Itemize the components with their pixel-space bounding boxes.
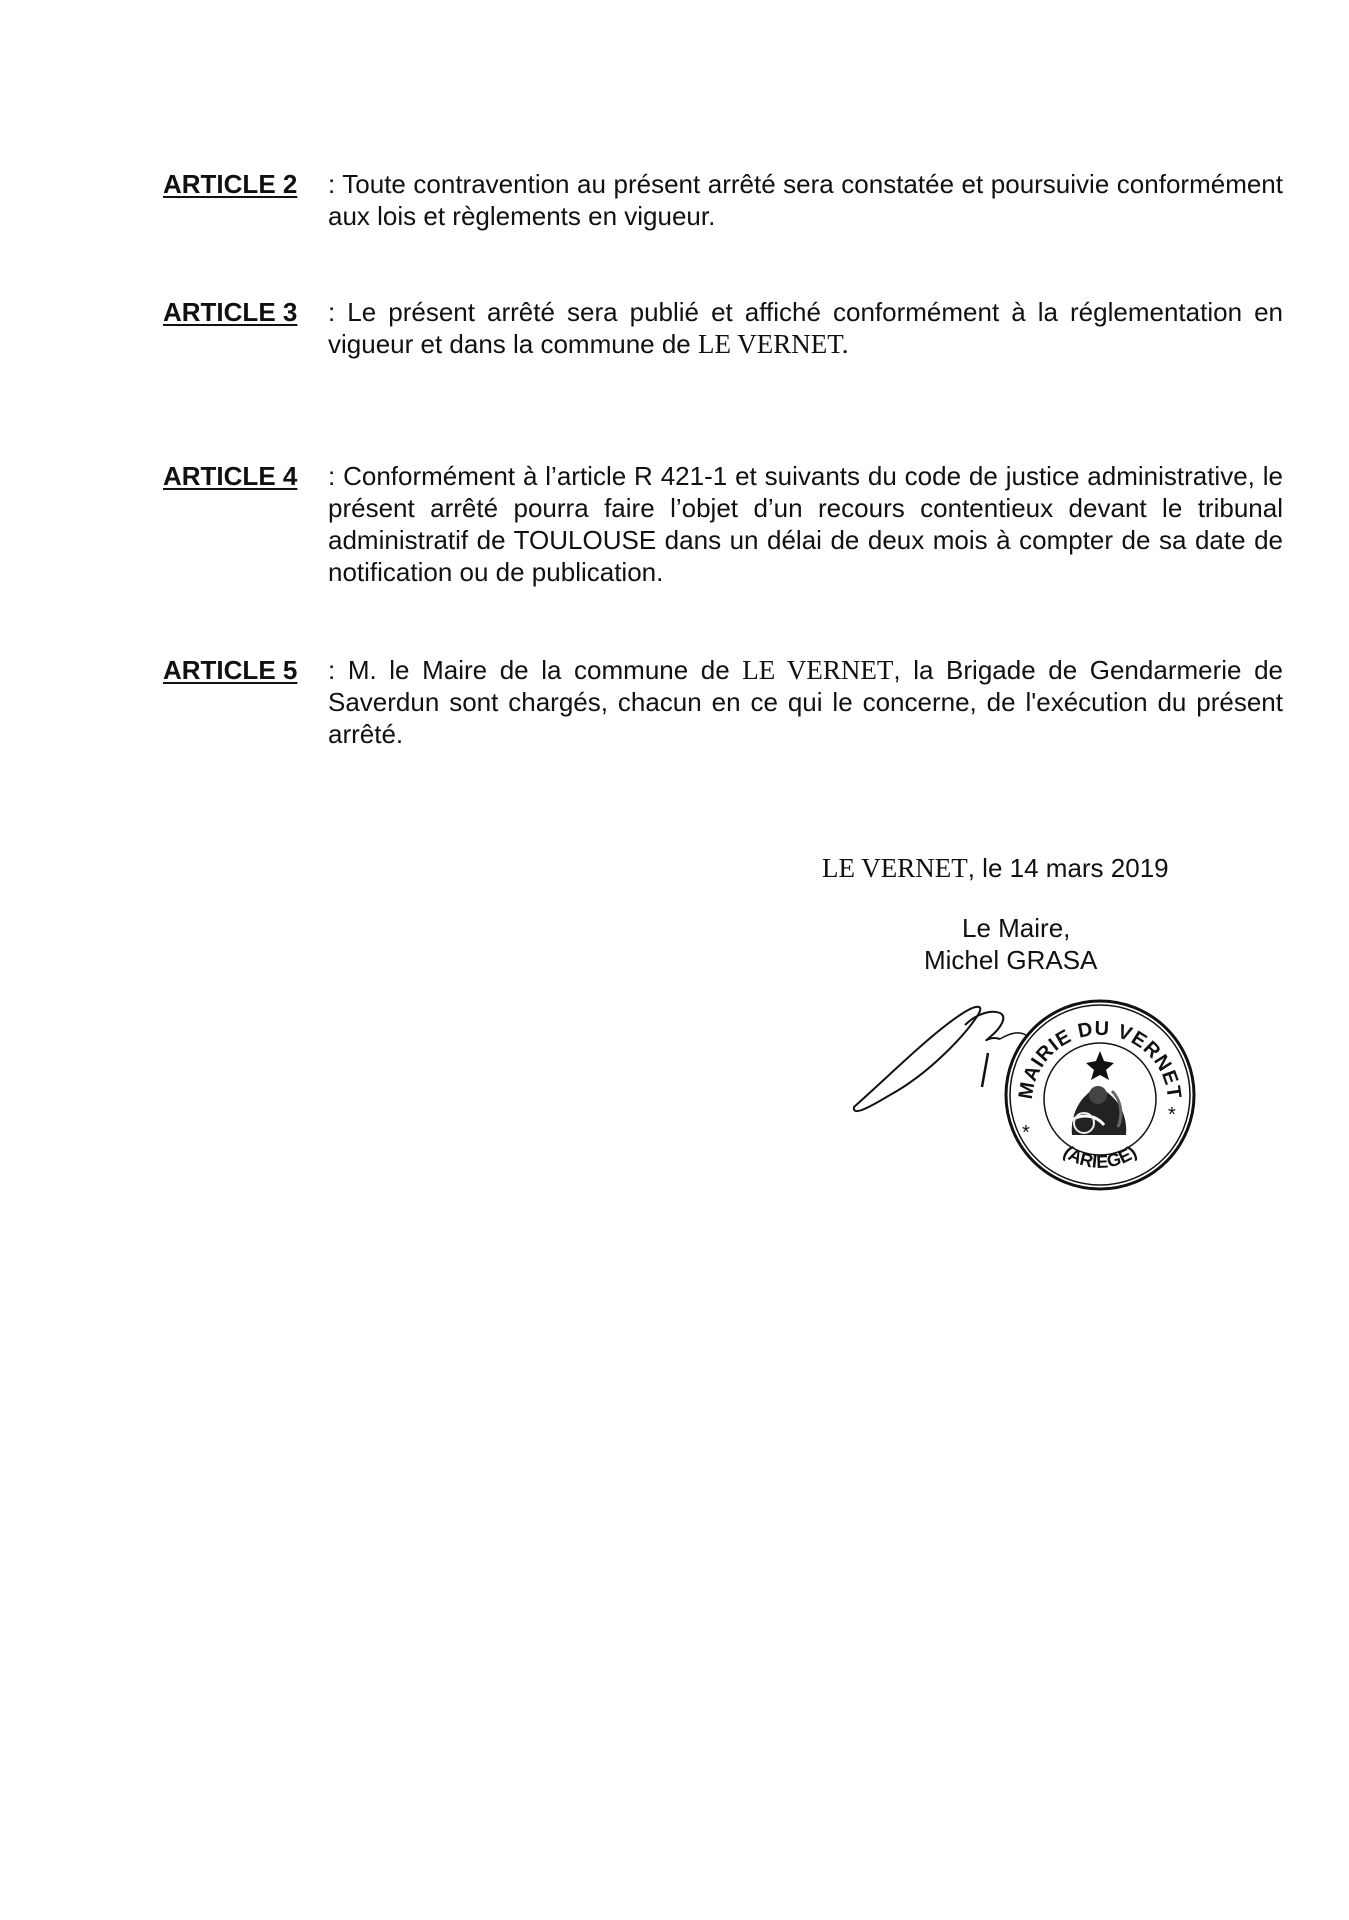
svg-text:(ARIEGE): (ARIEGE) [1059,1141,1141,1172]
date-text: , le 14 mars 2019 [967,853,1169,883]
article-5 [163,654,1283,750]
article-4-label: ARTICLE 4 [163,461,298,491]
svg-text:MAIRIE DU VERNET: MAIRIE DU VERNET [1014,1017,1186,1101]
mayor-title: Le Maire, [962,913,1071,943]
article-2 [163,168,1283,232]
article-2-body: Toute contravention au présent arrêté sera constatée et poursuivie conformément aux lois et règlements en vigueur. [328,169,1283,231]
article-3-separator: : [328,297,348,327]
article-4 [163,460,1283,588]
article-5-body-start: M. le Maire de la commune de [347,655,743,685]
article-3 [163,296,1283,360]
mairie-stamp [1000,995,1200,1195]
article-5-text [328,654,1283,750]
article-3-body: Le présent arrêté sera publié et affiché conformément à la réglementation en vigueur et dans la commune de [328,297,1283,359]
article-3-label: ARTICLE 3 [163,297,298,327]
article-2-label: ARTICLE 2 [163,169,298,199]
article-2-separator: : [328,169,343,199]
article-5-separator: : [328,655,348,685]
article-5-body-end: , la Brigade de Gendarmerie de Saverdun sont chargés, chacun en ce qui le concerne, de l'exécution du présent arrêté. [328,655,1283,749]
place-name: LE VERNET [822,853,968,883]
place-and-date [822,852,1169,884]
mayor-name: Michel GRASA [924,945,1098,975]
article-2-text [328,168,1283,232]
svg-text:*: * [1168,1104,1176,1126]
article-4-text [328,460,1283,588]
article-4-separator: : [328,461,344,491]
article-5-label: ARTICLE 5 [163,655,298,685]
article-3-text [328,296,1283,360]
article-4-body: Conformément à l’article R 421-1 et suivants du code de justice administrative, le présent arrêté pourra faire l’objet d’un recours contentieux devant le tribunal administratif de TOULOUSE dans un délai de deux mois à compter de sa date de notification ou de publication. [328,461,1283,587]
commune-name: LE VERNET. [698,329,849,359]
svg-text:*: * [1022,1122,1030,1144]
commune-name: LE VERNET [742,655,894,685]
